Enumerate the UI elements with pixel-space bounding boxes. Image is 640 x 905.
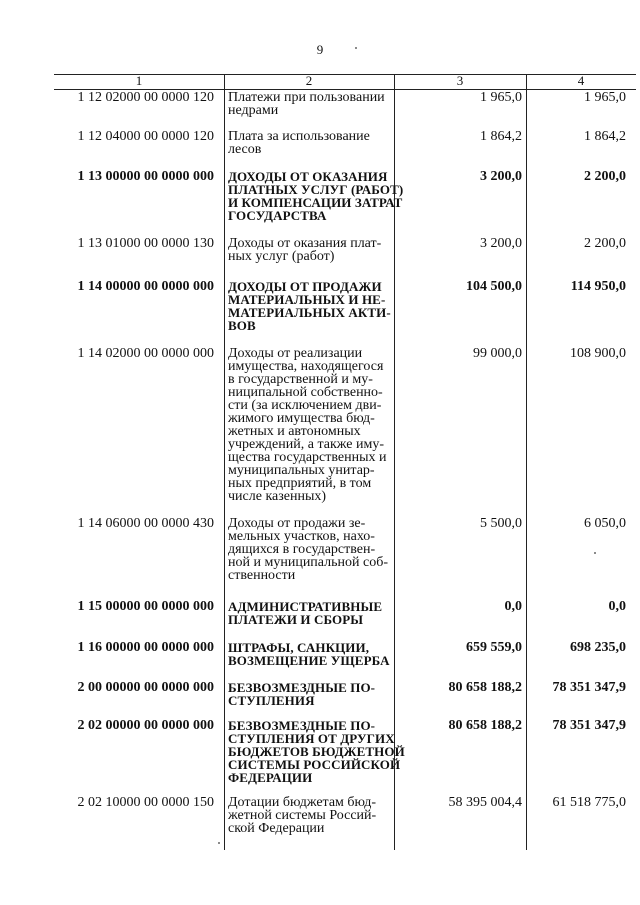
row-value-col4: 1 864,2 xyxy=(584,129,626,144)
header-col-2: 2 xyxy=(305,73,313,88)
row-code: 1 12 04000 00 0000 120 xyxy=(77,129,214,144)
row-value-col3: 104 500,0 xyxy=(466,279,522,294)
row-value-col4: 108 900,0 xyxy=(570,346,626,361)
row-value-col3: 99 000,0 xyxy=(473,346,522,361)
row-code: 2 00 00000 00 0000 000 xyxy=(77,680,214,695)
row-value-col3: 3 200,0 xyxy=(480,169,522,184)
row-value-col3: 1 965,0 xyxy=(480,90,522,105)
row-name: Плата за использование лесов xyxy=(228,129,370,157)
row-value-col4: 1 965,0 xyxy=(584,90,626,105)
row-name: ДОХОДЫ ОТ ПРОДАЖИ МАТЕРИАЛЬНЫХ И НЕ- МАТЕРИАЛЬНЫХ АКТИ- ВОВ xyxy=(228,279,391,333)
column-divider-1 xyxy=(224,74,225,850)
header-col-1: 1 xyxy=(135,73,143,88)
row-code: 1 16 00000 00 0000 000 xyxy=(77,640,214,655)
row-name: ШТРАФЫ, САНКЦИИ, ВОЗМЕЩЕНИЕ УЩЕРБА xyxy=(228,640,390,668)
row-code: 1 14 00000 00 0000 000 xyxy=(77,279,214,294)
row-value-col3: 659 559,0 xyxy=(466,640,522,655)
header-col-3: 3 xyxy=(456,73,464,88)
row-name: Доходы от реализации имущества, находящегося в государственной и му- ниципальной собственно- сти (за исключением дви- жимого имущества бюд- жетных и автономных учреждений, а также иму- щества государственных и муниципальных унитар- ных предприятий, в том числе казенных) xyxy=(228,346,387,504)
row-value-col4: 2 200,0 xyxy=(584,169,626,184)
row-value-col4: 61 518 775,0 xyxy=(552,795,626,810)
row-code: 2 02 00000 00 0000 000 xyxy=(77,718,214,733)
column-divider-3 xyxy=(526,74,527,850)
row-code: 1 12 02000 00 0000 120 xyxy=(77,90,214,105)
scan-speck xyxy=(355,47,357,49)
row-value-col3: 58 395 004,4 xyxy=(448,795,522,810)
row-value-col4: 114 950,0 xyxy=(570,279,626,294)
row-value-col4: 698 235,0 xyxy=(570,640,626,655)
row-value-col4: 0,0 xyxy=(608,599,626,614)
row-name: БЕЗВОЗМЕЗДНЫЕ ПО- СТУПЛЕНИЯ ОТ ДРУГИХ БЮДЖЕТОВ БЮДЖЕТНОЙ СИСТЕМЫ РОССИЙСКОЙ ФЕДЕРАЦИИ xyxy=(228,718,405,785)
row-name: Платежи при пользовании недрами xyxy=(228,90,385,118)
revenue-table xyxy=(54,74,636,850)
row-value-col3: 3 200,0 xyxy=(480,236,522,251)
row-name: БЕЗВОЗМЕЗДНЫЕ ПО- СТУПЛЕНИЯ xyxy=(228,680,376,708)
row-code: 2 02 10000 00 0000 150 xyxy=(77,795,214,810)
row-value-col4: 78 351 347,9 xyxy=(552,680,626,695)
row-value-col3: 80 658 188,2 xyxy=(448,680,522,695)
row-code: 1 14 02000 00 0000 000 xyxy=(77,346,214,361)
row-name: ДОХОДЫ ОТ ОКАЗАНИЯ ПЛАТНЫХ УСЛУГ (РАБОТ) И КОМПЕНСАЦИИ ЗАТРАТ ГОСУДАРСТВА xyxy=(228,169,404,223)
row-value-col4: 2 200,0 xyxy=(584,236,626,251)
row-code: 1 13 00000 00 0000 000 xyxy=(77,169,214,184)
header-col-4: 4 xyxy=(577,73,585,88)
row-value-col3: 1 864,2 xyxy=(480,129,522,144)
row-name: Доходы от оказания плат- ных услуг (работ) xyxy=(228,236,382,264)
row-value-col3: 0,0 xyxy=(504,599,522,614)
row-value-col3: 5 500,0 xyxy=(480,516,522,531)
row-name: АДМИНИСТРАТИВНЫЕ ПЛАТЕЖИ И СБОРЫ xyxy=(228,599,383,627)
row-value-col4: 6 050,0 xyxy=(584,516,626,531)
row-name: Доходы от продажи зе- мельных участков, нахо- дящихся в государствен- ной и муниципальной соб- ственности xyxy=(228,516,388,583)
row-name: Дотации бюджетам бюд- жетной системы Россий- ской Федерации xyxy=(228,795,377,836)
row-value-col3: 80 658 188,2 xyxy=(448,718,522,733)
row-value-col4: 78 351 347,9 xyxy=(552,718,626,733)
scan-speck xyxy=(594,552,596,554)
row-code: 1 14 06000 00 0000 430 xyxy=(77,516,214,531)
scan-speck xyxy=(218,842,220,844)
page-number: 9 xyxy=(316,42,324,57)
row-code: 1 13 01000 00 0000 130 xyxy=(77,236,214,251)
row-code: 1 15 00000 00 0000 000 xyxy=(77,599,214,614)
